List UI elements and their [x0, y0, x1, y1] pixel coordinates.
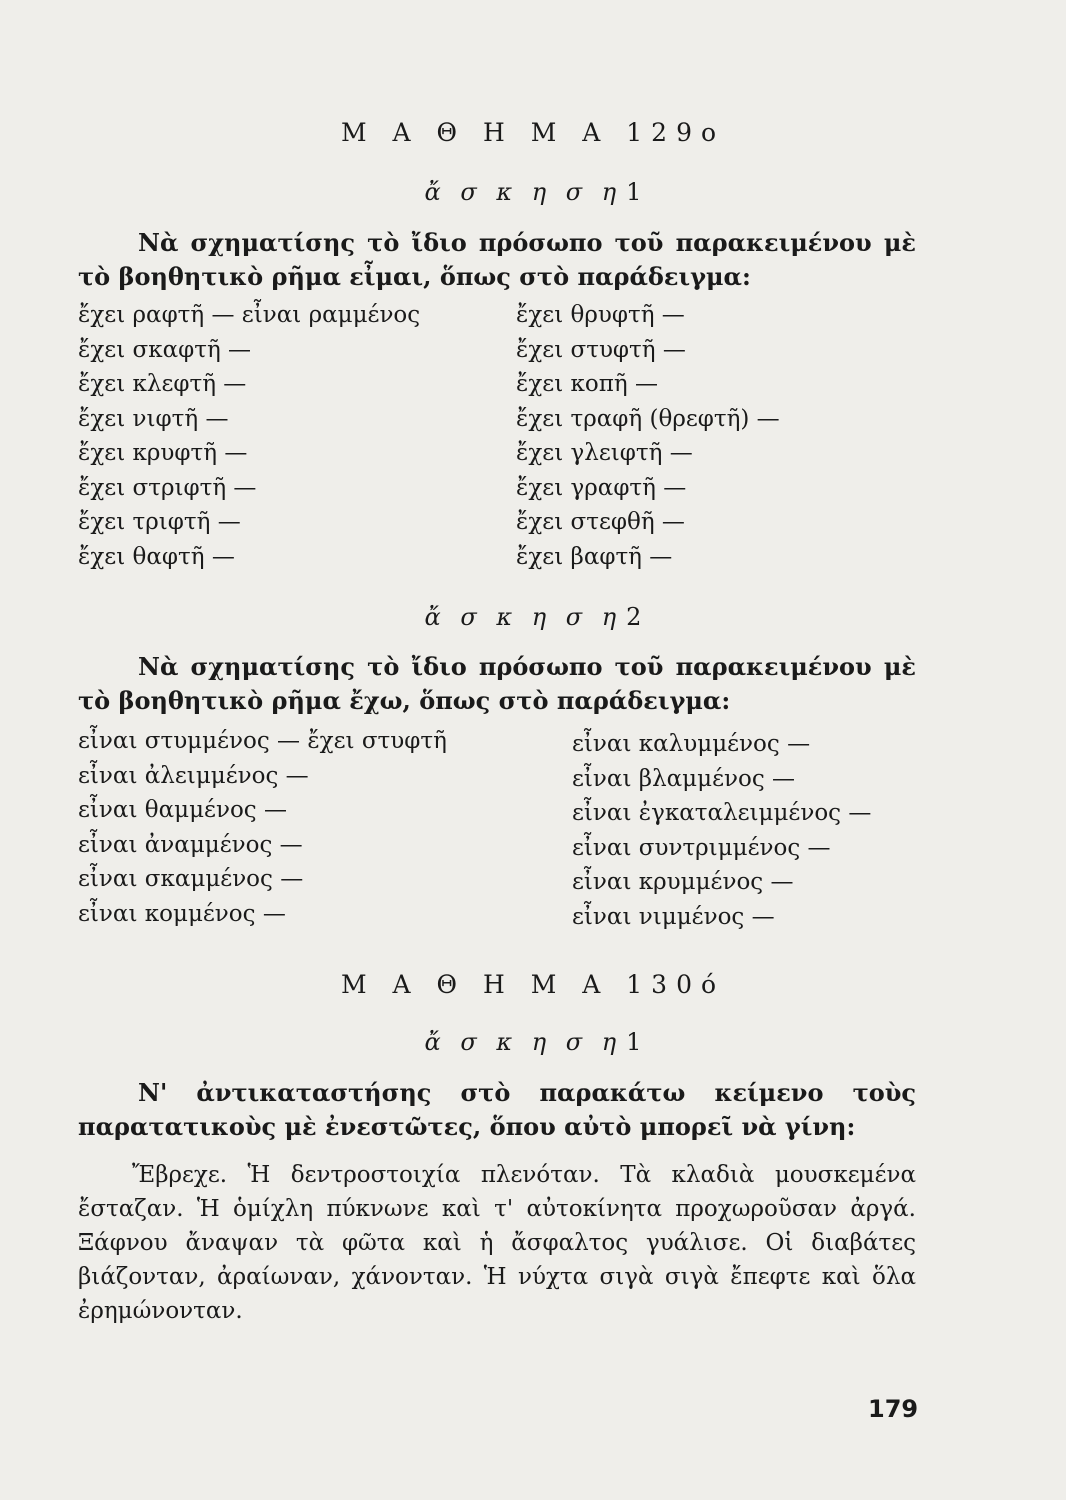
instruction-text: Ν' ἀντικαταστήσης στὸ παρακάτω κείμενο τοὺς παρατατικοὺς μὲ ἐνεστῶτες, ὅπου αὐτὸ μπορεῖ νὰ γίνη: [78, 1078, 916, 1141]
list-item: ἔχει τραφῆ (θρεφτῆ) — [516, 405, 780, 432]
lesson-129-title: Μ Α Θ Η Μ Α 129ο [340, 118, 726, 147]
list-item: εἶναι ἀναμμένος — [78, 831, 303, 858]
list-item: εἶναι νιμμένος — [572, 903, 775, 930]
list-item: ἔχει θρυφτῆ — [516, 302, 685, 328]
list-item: ἔχει στυφτῆ — [516, 336, 686, 363]
lesson-130-exercise-1-title [0, 1028, 1066, 1056]
list-item: εἶναι ἀλειμμένος — [78, 762, 309, 789]
exercise-number: 1 [626, 1028, 642, 1056]
lesson-129-ex2-left-column [78, 724, 447, 931]
list-item: ἔχει κοπῆ — [516, 371, 658, 397]
lesson-129-exercise-1-instruction [78, 226, 916, 294]
list-item: εἶναι στυμμένος — ἔχει στυφτῆ [78, 728, 447, 754]
list-item: ἔχει βαφτῆ — [516, 543, 673, 570]
list-item: ἔχει νιφτῆ — [78, 405, 229, 432]
list-item: ἔχει σκαφτῆ — [78, 336, 252, 363]
lesson-130-exercise-1-instruction [78, 1076, 916, 1144]
list-item: εἶναι σκαμμένος — [78, 866, 304, 892]
lesson-129-exercise-1-title [0, 178, 1066, 206]
list-item: ἔχει θαφτῆ — [78, 543, 235, 570]
list-item: ἔχει στεφθῆ — [516, 509, 685, 535]
page-number: 179 [868, 1395, 919, 1423]
instruction-text: Νὰ σχηματίσης τὸ ἴδιο πρόσωπο τοῦ παρακειμένου μὲ τὸ βοηθητικὸ ρῆμα ἔχω, ὅπως στὸ παράδειγμα: [78, 652, 916, 715]
passage-text: Ἔβρεχε. Ἡ δεντροστοιχία πλενόταν. Τὰ κλαδιὰ μουσκεμένα ἔσταζαν. Ἡ ὁμίχλη πύκνωνε καὶ τ' αὐτοκίνητα προχωροῦσαν ἀργά. Ξάφνου ἄναψαν τὰ φῶτα καὶ ἡ ἄσφαλτος γυάλισε. Οἱ διαβάτες βιάζονταν, ἀραίωναν, χάνονταν. Ἡ νύχτα σιγὰ σιγὰ ἔπεφτε καὶ ὅλα ἐρημώνονταν. [78, 1162, 916, 1324]
exercise-number: 1 [626, 178, 642, 206]
exercise-number: 2 [626, 603, 642, 631]
list-item: εἶναι κρυμμένος — [572, 869, 794, 895]
lesson-129-ex1-left-column [78, 298, 420, 574]
list-item: εἶναι συντριμμένος — [572, 834, 831, 861]
lesson-129-ex2-right-column [572, 727, 871, 934]
lesson-129-exercise-2-instruction [78, 650, 916, 718]
list-item: ἔχει κρυφτῆ — [78, 440, 248, 466]
lesson-129-ex1-right-column [516, 298, 780, 574]
list-item: εἶναι κομμένος — [78, 900, 286, 927]
list-item: ἔχει ραφτῆ — εἶναι ραμμένος [78, 302, 421, 328]
list-item: εἶναι καλυμμένος — [572, 731, 811, 757]
list-item: εἶναι θαμμένος — [78, 797, 287, 823]
exercise-label: ἄ σ κ η σ η [424, 603, 623, 631]
lesson-130-exercise-1-text [78, 1158, 916, 1328]
exercise-label: ἄ σ κ η σ η [424, 1028, 623, 1056]
list-item: εἶναι βλαμμένος — [572, 765, 796, 792]
exercise-label: ἄ σ κ η σ η [424, 178, 623, 206]
lesson-130-title: Μ Α Θ Η Μ Α 130ό [340, 970, 726, 999]
list-item: εἶναι ἐγκαταλειμμένος — [572, 800, 872, 826]
list-item: ἔχει τριφτῆ — [78, 509, 241, 535]
instruction-text: Νὰ σχηματίσης τὸ ἴδιο πρόσωπο τοῦ παρακειμένου μὲ τὸ βοηθητικὸ ρῆμα εἶμαι, ὅπως στὸ παράδειγμα: [78, 228, 916, 291]
list-item: ἔχει στριφτῆ — [78, 474, 257, 501]
list-item: ἔχει κλεφτῆ — [78, 371, 247, 397]
list-item: ἔχει γλειφτῆ — [516, 440, 693, 466]
list-item: ἔχει γραφτῆ — [516, 474, 687, 501]
lesson-129-exercise-2-title [0, 603, 1066, 631]
